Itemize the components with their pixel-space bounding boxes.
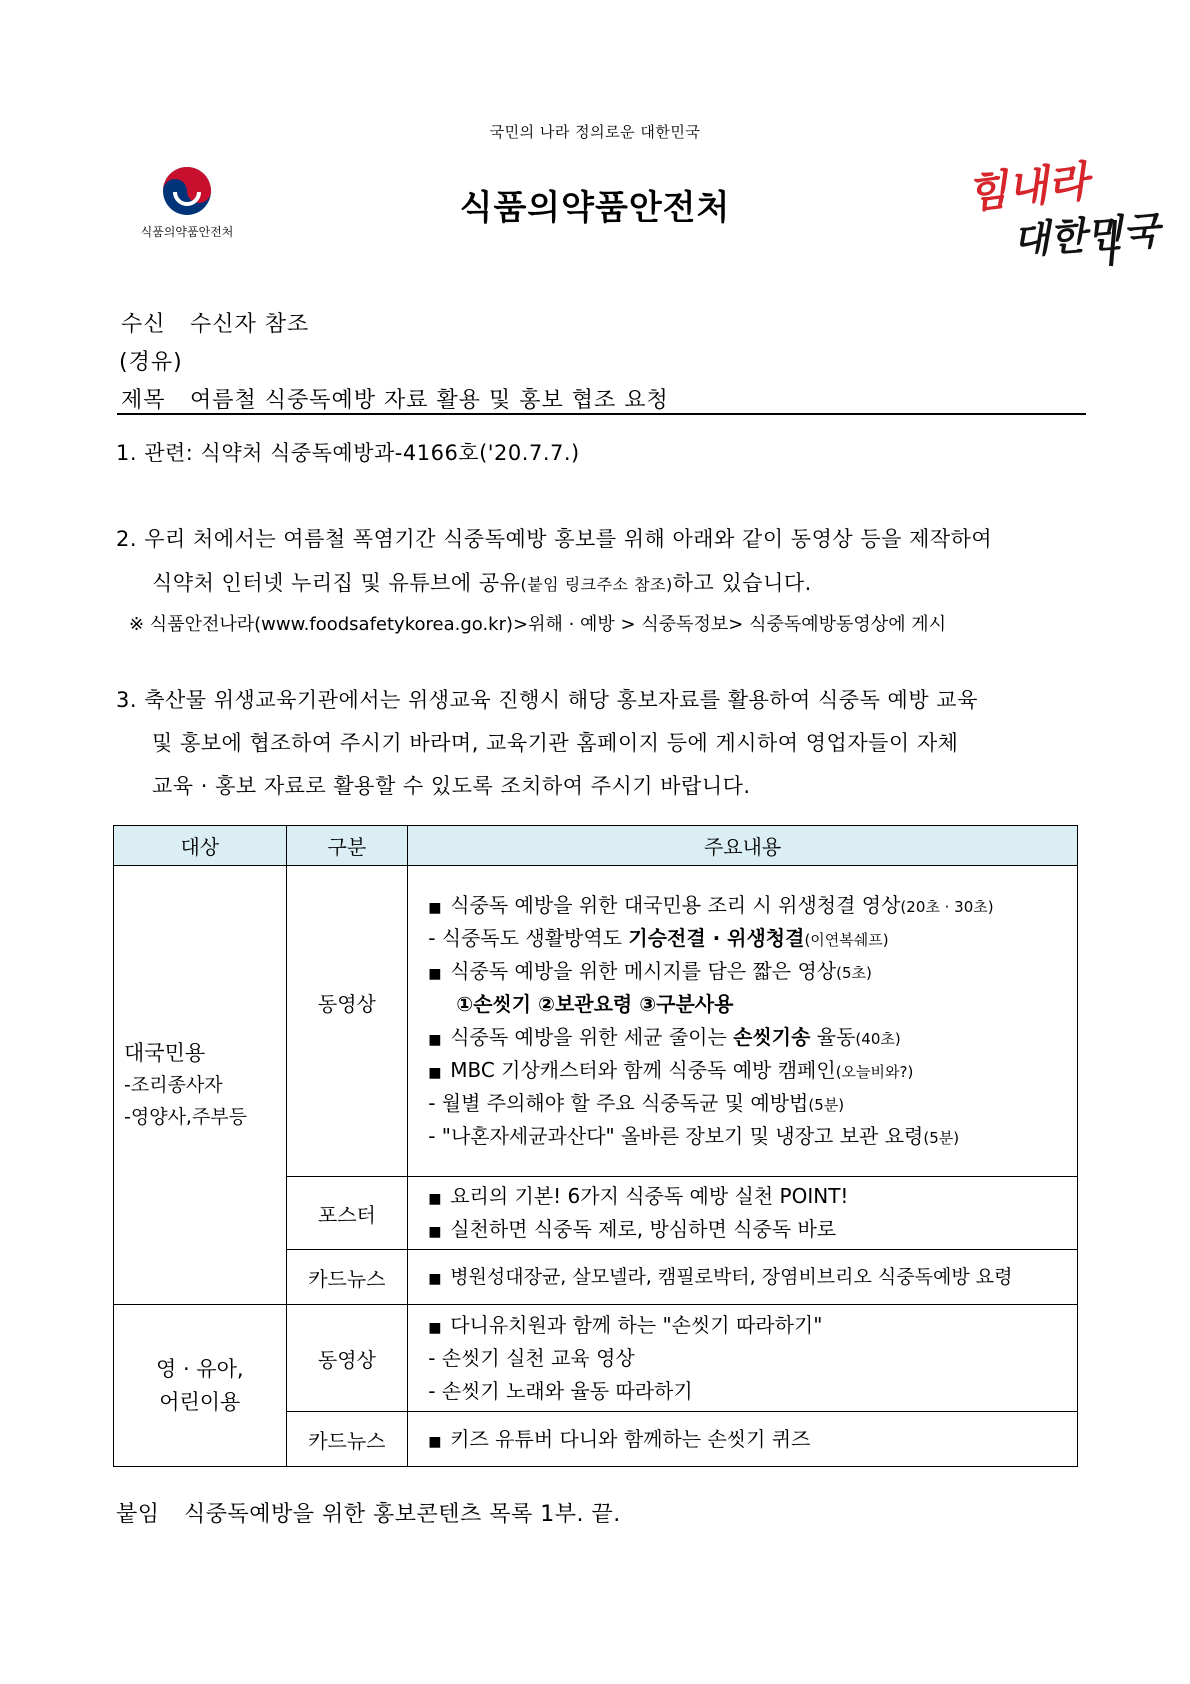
- target-line: -영양사,주부등: [124, 1106, 248, 1128]
- content-table: [113, 825, 1078, 1467]
- slogan: 국민의 나라 정의로운 대한민국: [489, 123, 701, 141]
- list-item: 식중독 예방을 위한 대국민용 조리 시 위생청결 영상: [450, 893, 901, 917]
- campaign-calligraphy-icon: [964, 150, 1161, 270]
- list-item: 식중독 예방을 위한 메시지를 담은 짧은 영상: [450, 959, 837, 983]
- recipient-row: [121, 307, 309, 338]
- kids-cardnews-content: [408, 1412, 1078, 1467]
- header-category: 구분: [286, 826, 408, 866]
- bullet-icon: ■: [428, 1319, 442, 1336]
- list-item: - 손씻기 노래와 율동 따라하기: [428, 1378, 693, 1403]
- bullet-icon: ■: [428, 966, 442, 982]
- duration: (5초): [836, 964, 872, 982]
- paragraph-1: 1. 관련: 식약처 식중독예방과-4166호('20.7.7.): [116, 441, 580, 465]
- paragraph-3-line2: 및 홍보에 협조하여 주시기 바라며, 교육기관 홈페이지 등에 게시하여 영업자들이 자체: [152, 731, 959, 755]
- list-item: 키즈 유튜버 다니와 함께하는 손씻기 퀴즈: [450, 1426, 811, 1451]
- subject-row: [121, 383, 669, 414]
- duration: (20초 · 30초): [900, 898, 994, 916]
- campaign-line1: 힘내라: [964, 156, 1091, 218]
- list-item: - 식중독도 생활방역도: [428, 926, 629, 950]
- list-item: 요리의 기본! 6가지 식중독 예방 실천 POINT!: [450, 1184, 849, 1208]
- target-general-public: [114, 866, 287, 1305]
- video-content: [408, 866, 1078, 1177]
- target-children: [114, 1305, 287, 1467]
- list-item: 병원성대장균, 살모넬라, 캠필로박터, 장염비브리오 식중독예방 요령: [450, 1265, 1013, 1288]
- table-header-row: [114, 826, 1078, 866]
- cardnews-content: [408, 1250, 1078, 1305]
- duration: (5분): [923, 1129, 960, 1147]
- target-line: 영 · 유아,: [155, 1356, 244, 1381]
- highlight: 손씻기송: [733, 1025, 811, 1049]
- p2-text-c: 하고 있습니다.: [672, 571, 812, 595]
- bullet-icon: ■: [428, 1032, 442, 1048]
- attachment-text: 식중독예방을 위한 홍보콘텐츠 목록 1부. 끝.: [184, 1502, 621, 1527]
- paragraph-3-line1: 3. 축산물 위생교육기관에서는 위생교육 진행시 해당 홍보자료를 활용하여 식중독 예방 교육: [116, 688, 978, 712]
- category-video: 동영상: [286, 866, 408, 1177]
- attachment-row: [116, 1497, 621, 1528]
- subject-value: 여름철 식중독예방 자료 활용 및 홍보 협조 요청: [190, 388, 669, 413]
- list-item: - 월별 주의해야 할 주요 식중독균 및 예방법: [428, 1091, 809, 1115]
- list-item: 다니유치원과 함께 하는 "손씻기 따라하기": [450, 1312, 823, 1337]
- poster-content: [408, 1177, 1078, 1250]
- paragraph-3-line3: 교육 · 홍보 자료로 활용할 수 있도록 조치하여 주시기 바랍니다.: [152, 774, 751, 798]
- recipient-label: 수신: [121, 312, 166, 337]
- category-cardnews: 카드뉴스: [286, 1412, 408, 1467]
- bullet-icon: ■: [428, 1065, 442, 1081]
- header-target: 대상: [114, 826, 287, 866]
- target-line: 대국민용: [124, 1041, 206, 1065]
- bullet-icon: ■: [428, 900, 442, 916]
- bullet-icon: ■: [428, 1270, 442, 1287]
- target-line: 어린이용: [159, 1389, 241, 1414]
- p2-text-a: 식약처 인터넷 누리집 및 유튜브에 공유: [152, 571, 521, 595]
- paragraph-2-note: ※ 식품안전나라(www.foodsafetykorea.go.kr)>위해 · 예방 > 식중독정보> 식중독예방동영상에 게시: [129, 614, 947, 635]
- highlight: 기승전결 · 위생청결: [628, 926, 805, 950]
- duration: (이연복쉐프): [804, 931, 889, 949]
- duration: (5분): [808, 1096, 845, 1114]
- bullet-icon: ■: [428, 1191, 442, 1207]
- org-title: 식품의약품안전처: [459, 188, 731, 228]
- highlight: ①손씻기 ②보관요령 ③구분사용: [456, 992, 734, 1016]
- list-item: - 손씻기 실천 교육 영상: [428, 1345, 635, 1370]
- via-row: (경유): [119, 350, 183, 375]
- logo-label: 식품의약품안전처: [140, 225, 234, 239]
- category-poster: 포스터: [286, 1177, 408, 1250]
- list-item: - "나혼자세균과산다" 올바른 장보기 및 냉장고 보관 요령: [428, 1124, 924, 1148]
- paragraph-2-line2: [152, 567, 812, 597]
- bullet-icon: ■: [428, 1433, 442, 1450]
- subject-label: 제목: [121, 388, 166, 413]
- duration: (오늘비와?): [835, 1063, 914, 1081]
- campaign-line2: 대한민국: [1011, 207, 1161, 263]
- header-rule: [117, 413, 1086, 415]
- category-cardnews: 카드뉴스: [286, 1250, 408, 1305]
- list-item: MBC 기상캐스터와 함께 식중독 예방 캠페인: [450, 1058, 836, 1082]
- attachment-label: 붙임: [116, 1502, 160, 1527]
- duration: (40초): [855, 1030, 901, 1048]
- p2-text-b: (붙임 링크주소 참조): [520, 575, 673, 594]
- list-item: 율동: [810, 1025, 856, 1049]
- header-content: 주요내용: [408, 826, 1078, 866]
- recipient-value: 수신자 참조: [190, 312, 310, 337]
- campaign-logo: [964, 150, 1161, 270]
- list-item: 식중독 예방을 위한 세균 줄이는: [450, 1025, 734, 1049]
- paragraph-2-line1: 2. 우리 처에서는 여름철 폭염기간 식중독예방 홍보를 위해 아래와 같이 동영상 등을 제작하여: [116, 527, 993, 551]
- bullet-icon: ■: [428, 1224, 442, 1240]
- target-line: -조리종사자: [124, 1074, 223, 1096]
- kids-video-content: [408, 1305, 1078, 1412]
- table-row: [114, 1305, 1078, 1412]
- table-row: [114, 866, 1078, 1177]
- list-item: 실천하면 식중독 제로, 방심하면 식중독 바로: [450, 1217, 837, 1241]
- category-video: 동영상: [286, 1305, 408, 1412]
